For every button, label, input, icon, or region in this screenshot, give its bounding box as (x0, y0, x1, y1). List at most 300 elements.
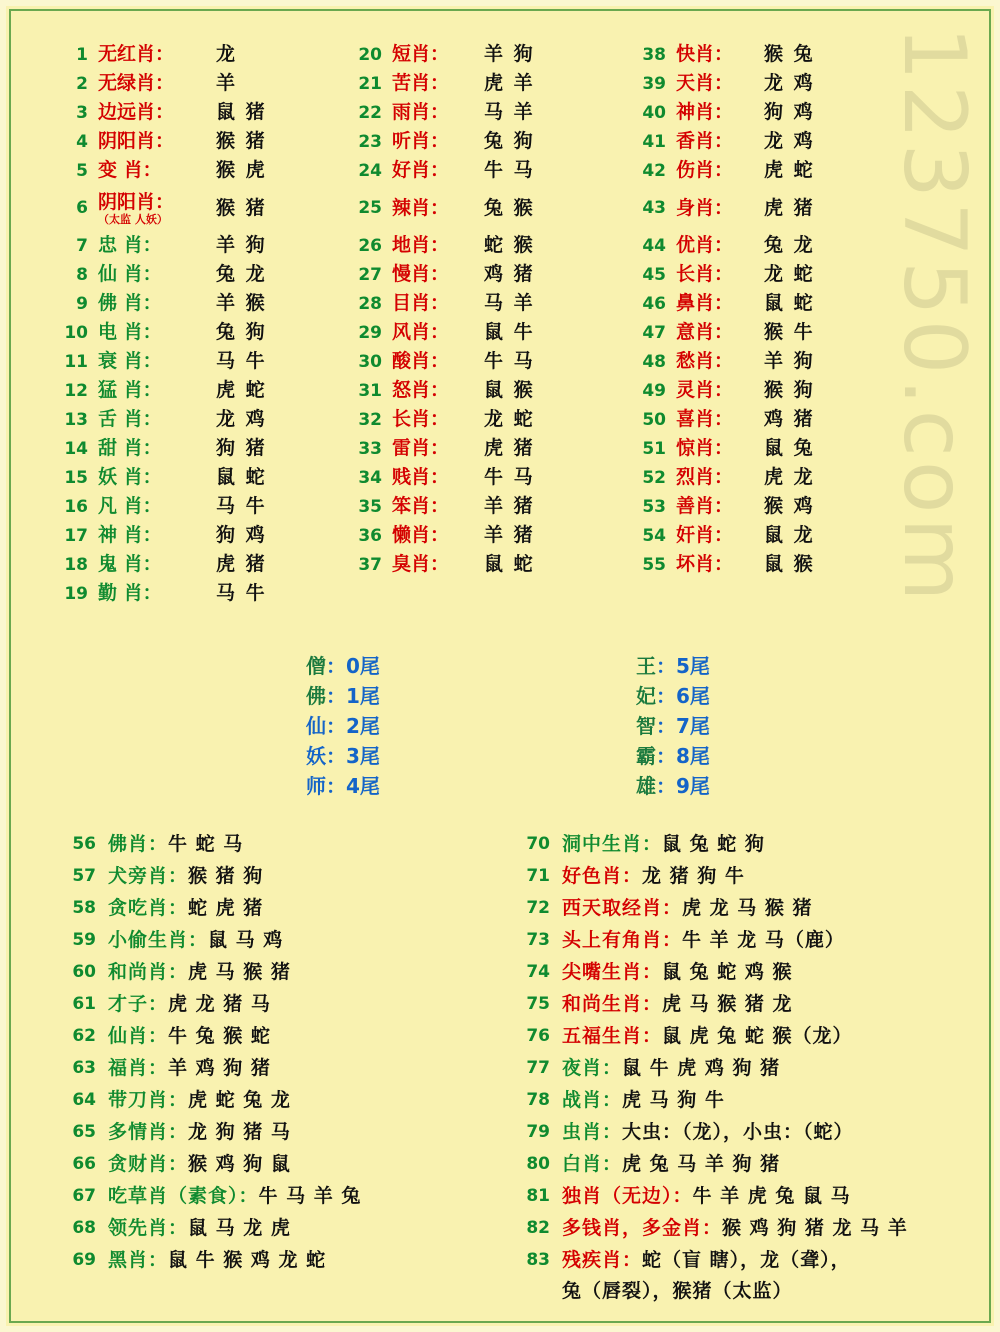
item-text (108, 1212, 291, 1244)
list-item (62, 988, 506, 1020)
item-label: 懒肖： (392, 524, 450, 546)
item-label: 香肖： (676, 130, 734, 152)
item-values: 虎 马 猴 猪 龙 (662, 993, 793, 1015)
item-values: 龙 蛇 (484, 408, 535, 430)
tail-number-table (6, 651, 1000, 801)
item-number: 2 (76, 74, 88, 94)
list-item (62, 1148, 506, 1180)
item-values: 羊 狗 (216, 234, 267, 256)
item-values: 马 羊 (484, 101, 535, 123)
item-values: 虎 猪 (216, 553, 267, 575)
list-item (62, 1116, 506, 1148)
item-label: 烈肖： (676, 466, 734, 488)
item-values: 鼠 牛 猴 鸡 龙 蛇 (168, 1249, 327, 1271)
item-values: 鼠 猴 (764, 553, 815, 575)
item-sublabel: （太监 人妖） (98, 212, 168, 226)
list-item (62, 1020, 506, 1052)
item-values: 鼠 蛇 (764, 292, 815, 314)
zodiac-group-table (6, 828, 1000, 1306)
item-number: 18 (64, 555, 88, 575)
item-values: 龙 蛇 (764, 263, 815, 285)
item-values: 马 羊 (484, 292, 535, 314)
tail-name: 霸 (636, 744, 656, 768)
tail-value: ：7尾 (656, 714, 710, 738)
item-number: 37 (358, 555, 382, 575)
item-label: 妖 肖： (98, 466, 162, 488)
list-item (636, 318, 966, 347)
item-values: 虎 猪 (764, 197, 815, 219)
list-item (58, 405, 346, 434)
item-number: 12 (64, 381, 88, 401)
item-values: 蛇 虎 猪 (188, 897, 264, 919)
item-label: 鼻肖： (676, 292, 734, 314)
item-values: 鼠 蛇 (216, 466, 267, 488)
item-values: 牛 马 羊 兔 (258, 1185, 362, 1207)
tail-value: ：4尾 (326, 774, 380, 798)
item-number: 52 (642, 468, 666, 488)
list-item (516, 1212, 1000, 1244)
item-number: 82 (526, 1218, 550, 1238)
item-values: 羊 猪 (484, 495, 535, 517)
item-values: 龙 鸡 (764, 72, 815, 94)
item-key: 洞中生肖： (562, 833, 663, 855)
item-values: 鼠 兔 蛇 鸡 猴 (662, 961, 793, 983)
item-label: 风肖： (392, 321, 450, 343)
item-number: 43 (642, 198, 666, 218)
item-number: 38 (642, 45, 666, 65)
item-key: 多钱肖，多金肖： (562, 1217, 723, 1239)
list-item (62, 892, 506, 924)
list-item (58, 318, 346, 347)
list-item (636, 376, 966, 405)
item-label: 怒肖： (392, 379, 450, 401)
list-item (58, 579, 346, 608)
item-values: 鸡 猪 (764, 408, 815, 430)
item-label: 慢肖： (392, 263, 450, 285)
item-values: 鼠 牛 虎 鸡 狗 猪 (622, 1057, 781, 1079)
list-item (636, 156, 966, 185)
list-item (352, 231, 636, 260)
item-number: 39 (642, 74, 666, 94)
list-item (352, 521, 636, 550)
tail-item (636, 741, 710, 771)
item-key: 贪吃肖： (108, 897, 189, 919)
item-number: 61 (72, 994, 96, 1014)
item-key: 佛肖： (108, 833, 169, 855)
item-number: 59 (72, 930, 96, 950)
item-number: 28 (358, 294, 382, 314)
item-values: 牛 马 (484, 350, 535, 372)
tail-name: 僧 (306, 654, 326, 678)
item-label: 善肖： (676, 495, 734, 517)
item-label: 无绿肖： (98, 72, 175, 94)
list-item (62, 1052, 506, 1084)
item-values: 虎 羊 (484, 72, 535, 94)
list-item (352, 318, 636, 347)
item-values: 虎 蛇 兔 龙 (188, 1089, 291, 1111)
item-values: 龙 鸡 (764, 130, 815, 152)
list-item (352, 376, 636, 405)
tail-name: 智 (636, 714, 656, 738)
item-text (108, 1244, 326, 1276)
item-label: 快肖： (676, 43, 734, 65)
item-label: 好肖： (392, 159, 450, 181)
item-text (108, 1052, 271, 1084)
list-item (516, 1020, 1000, 1052)
item-text (562, 1116, 854, 1148)
list-item (516, 1084, 1000, 1116)
list-item (516, 988, 1000, 1020)
bottom-column-right (506, 828, 1000, 1306)
list-item (352, 434, 636, 463)
item-number: 19 (64, 584, 88, 604)
tail-name: 妃 (636, 684, 656, 708)
item-number: 36 (358, 526, 382, 546)
item-values: 虎 兔 马 羊 狗 猪 (622, 1153, 781, 1175)
list-item (58, 550, 346, 579)
item-values: 兔 龙 (216, 263, 267, 285)
item-label: 忠 肖： (98, 234, 162, 256)
list-item (62, 1084, 506, 1116)
item-values: 猴 猪 (216, 130, 267, 152)
item-label: 勤 肖： (98, 582, 162, 604)
item-number: 47 (642, 323, 666, 343)
tail-item (636, 771, 710, 801)
item-number: 45 (642, 265, 666, 285)
item-number: 56 (72, 834, 96, 854)
item-values: 鼠 兔 (764, 437, 815, 459)
tail-value: ：2尾 (326, 714, 380, 738)
list-item (352, 289, 636, 318)
item-number: 74 (526, 962, 550, 982)
item-values: 兔 龙 (764, 234, 815, 256)
tail-value: ：0尾 (326, 654, 380, 678)
item-label: 神 肖： (98, 524, 162, 546)
tail-name: 仙 (306, 714, 326, 738)
list-item (58, 185, 346, 231)
item-label: 神肖： (676, 101, 734, 123)
item-label: 伤肖： (676, 159, 734, 181)
item-label: 仙 肖： (98, 263, 162, 285)
item-values: 鼠 蛇 (484, 553, 535, 575)
item-number: 25 (358, 198, 382, 218)
item-label: 臭肖： (392, 553, 450, 575)
item-number: 23 (358, 132, 382, 152)
list-item (62, 924, 506, 956)
item-key: 多情肖： (108, 1121, 189, 1143)
item-values: 狗 猪 (216, 437, 267, 459)
tail-value: ：9尾 (656, 774, 710, 798)
item-key: 带刀肖： (108, 1089, 189, 1111)
item-label: 苦肖： (392, 72, 450, 94)
list-item (62, 956, 506, 988)
list-item (636, 40, 966, 69)
item-text (562, 1020, 852, 1052)
list-item (516, 860, 1000, 892)
item-label: 愁肖： (676, 350, 734, 372)
item-label: 无红肖： (98, 43, 175, 65)
item-number: 21 (358, 74, 382, 94)
item-number: 5 (76, 161, 88, 181)
item-label: 地肖： (392, 234, 450, 256)
item-values: 猴 猪 狗 (188, 865, 264, 887)
item-text (562, 1244, 851, 1276)
item-number: 34 (358, 468, 382, 488)
item-values: 虎 蛇 (216, 379, 267, 401)
item-number: 8 (76, 265, 88, 285)
item-text (108, 924, 283, 956)
tail-name: 妖 (306, 744, 326, 768)
list-item (58, 521, 346, 550)
item-number: 31 (358, 381, 382, 401)
item-number: 3 (76, 103, 88, 123)
item-number: 44 (642, 236, 666, 256)
item-values: 猴 鸡 狗 鼠 (188, 1153, 291, 1175)
item-label: 喜肖： (676, 408, 734, 430)
list-item (636, 185, 966, 231)
item-values: 猴 牛 (764, 321, 815, 343)
list-item (58, 156, 346, 185)
item-values: 猴 兔 (764, 43, 815, 65)
list-item (636, 98, 966, 127)
item-text (562, 924, 845, 956)
item-number: 17 (64, 526, 88, 546)
item-number: 62 (72, 1026, 96, 1046)
item-text (562, 860, 745, 892)
item-number: 72 (526, 898, 550, 918)
tail-item (306, 771, 380, 801)
item-values: 猴 鸡 狗 猪 龙 马 羊 (722, 1217, 908, 1239)
list-item (58, 289, 346, 318)
list-item (636, 260, 966, 289)
item-key: 西天取经肖： (562, 897, 683, 919)
list-item (62, 1180, 506, 1212)
item-number: 15 (64, 468, 88, 488)
item-text (562, 1084, 725, 1116)
item-values: 马 牛 (216, 495, 267, 517)
tail-item (636, 651, 710, 681)
item-values: 虎 马 狗 牛 (622, 1089, 725, 1111)
item-number: 54 (642, 526, 666, 546)
item-label: 目肖： (392, 292, 450, 314)
item-key: 福肖： (108, 1057, 169, 1079)
item-values: 龙 (216, 43, 238, 65)
item-values: 蛇（盲 瞎），龙（聋）， (642, 1249, 851, 1271)
tail-item (636, 711, 710, 741)
zodiac-attribute-table (6, 40, 1000, 608)
item-values: 猴 鸡 (764, 495, 815, 517)
item-label: 辣肖： (392, 197, 450, 219)
item-key: 贪财肖： (108, 1153, 189, 1175)
item-number: 49 (642, 381, 666, 401)
item-number: 1 (76, 45, 88, 65)
list-item (516, 924, 1000, 956)
list-item (62, 860, 506, 892)
item-label: 身肖： (676, 197, 734, 219)
item-values: 虎 猪 (484, 437, 535, 459)
bottom-column-left (6, 828, 506, 1306)
item-label: 听肖： (392, 130, 450, 152)
item-text (562, 1052, 780, 1084)
item-number: 41 (642, 132, 666, 152)
tail-column-right (346, 651, 710, 801)
list-item (516, 828, 1000, 860)
item-values: 羊 (216, 72, 238, 94)
item-label: 惊肖： (676, 437, 734, 459)
list-item (636, 434, 966, 463)
tail-value: ：5尾 (656, 654, 710, 678)
tail-item (306, 711, 380, 741)
item-label: 天肖： (676, 72, 734, 94)
item-key: 尖嘴生肖： (562, 961, 663, 983)
tail-value: ：1尾 (326, 684, 380, 708)
list-item (516, 1244, 1000, 1276)
item-text (108, 956, 291, 988)
list-item (62, 1244, 506, 1276)
item-number: 10 (64, 323, 88, 343)
item-values: 猴 虎 (216, 159, 267, 181)
item-values-continued: 兔（唇裂），猴猪（太监） (562, 1280, 793, 1302)
item-number: 32 (358, 410, 382, 430)
item-number: 13 (64, 410, 88, 430)
item-label-group (98, 191, 216, 226)
item-values: 大虫：（龙），小虫：（蛇） (622, 1121, 854, 1143)
list-item (516, 956, 1000, 988)
item-label: 衰 肖： (98, 350, 162, 372)
item-key: 才子： (108, 993, 169, 1015)
item-number: 7 (76, 236, 88, 256)
item-text (108, 1084, 291, 1116)
item-number: 29 (358, 323, 382, 343)
item-values: 牛 马 (484, 466, 535, 488)
item-values: 羊 狗 (484, 43, 535, 65)
item-number: 51 (642, 439, 666, 459)
item-text (562, 1180, 851, 1212)
item-key: 黑肖： (108, 1249, 169, 1271)
item-values: 牛 兔 猴 蛇 (168, 1025, 271, 1047)
item-number: 14 (64, 439, 88, 459)
list-item (636, 405, 966, 434)
list-item (352, 156, 636, 185)
item-number: 48 (642, 352, 666, 372)
item-values: 羊 狗 (764, 350, 815, 372)
item-number: 11 (64, 352, 88, 372)
list-item (516, 1148, 1000, 1180)
item-label: 笨肖： (392, 495, 450, 517)
item-key: 白肖： (562, 1153, 623, 1175)
list-item (516, 1180, 1000, 1212)
item-values: 羊 猴 (216, 292, 267, 314)
list-item (352, 40, 636, 69)
item-key: 犬旁肖： (108, 865, 189, 887)
item-text (562, 828, 765, 860)
item-values: 龙 鸡 (216, 408, 267, 430)
item-number: 46 (642, 294, 666, 314)
item-number: 35 (358, 497, 382, 517)
item-number: 79 (526, 1122, 550, 1142)
list-item (636, 347, 966, 376)
list-item (352, 492, 636, 521)
item-text (108, 1180, 361, 1212)
item-text (108, 828, 243, 860)
item-number: 71 (526, 866, 550, 886)
item-number: 33 (358, 439, 382, 459)
item-values: 虎 龙 猪 马 (168, 993, 271, 1015)
tail-column-left (6, 651, 380, 801)
item-key: 和尚肖： (108, 961, 189, 983)
item-values: 马 牛 (216, 582, 267, 604)
item-label: 灵肖： (676, 379, 734, 401)
zodiac-column-1 (6, 40, 346, 608)
item-number: 57 (72, 866, 96, 886)
item-values: 鼠 牛 (484, 321, 535, 343)
list-item (352, 98, 636, 127)
item-number: 42 (642, 161, 666, 181)
item-text (108, 860, 263, 892)
item-key: 小偷生肖： (108, 929, 209, 951)
list-item (636, 69, 966, 98)
item-values: 牛 羊 虎 兔 鼠 马 (692, 1185, 851, 1207)
item-text (108, 988, 271, 1020)
item-number: 68 (72, 1218, 96, 1238)
list-item (352, 69, 636, 98)
item-number: 81 (526, 1186, 550, 1206)
item-key: 五福生肖： (562, 1025, 663, 1047)
item-key: 头上有角肖： (562, 929, 683, 951)
item-number: 83 (526, 1250, 550, 1270)
list-item (58, 376, 346, 405)
item-values: 猴 狗 (764, 379, 815, 401)
tail-value: ：3尾 (326, 744, 380, 768)
item-key: 夜肖： (562, 1057, 623, 1079)
list-item (516, 1116, 1000, 1148)
list-item (58, 434, 346, 463)
item-label: 短肖： (392, 43, 450, 65)
item-number: 60 (72, 962, 96, 982)
item-label: 奸肖： (676, 524, 734, 546)
list-item (352, 127, 636, 156)
list-item (58, 347, 346, 376)
item-number: 77 (526, 1058, 550, 1078)
list-item (636, 521, 966, 550)
list-item (352, 260, 636, 289)
tail-value: ：6尾 (656, 684, 710, 708)
item-label: 雨肖： (392, 101, 450, 123)
item-number: 30 (358, 352, 382, 372)
item-text (562, 1148, 780, 1180)
item-values: 鸡 猪 (484, 263, 535, 285)
item-label: 舌 肖： (98, 408, 162, 430)
list-item (352, 463, 636, 492)
item-values: 虎 蛇 (764, 159, 815, 181)
item-values: 龙 猪 狗 牛 (642, 865, 745, 887)
list-item (58, 69, 346, 98)
item-text (108, 892, 263, 924)
list-item (58, 40, 346, 69)
item-number: 58 (72, 898, 96, 918)
list-item (352, 550, 636, 579)
item-values: 鼠 马 鸡 (208, 929, 284, 951)
list-item (58, 260, 346, 289)
item-label: 长肖： (676, 263, 734, 285)
item-values: 兔 狗 (216, 321, 267, 343)
list-item (516, 1052, 1000, 1084)
item-number: 64 (72, 1090, 96, 1110)
item-key: 虫肖： (562, 1121, 623, 1143)
tail-item (306, 681, 380, 711)
item-number: 26 (358, 236, 382, 256)
item-label: 阴阳肖： (98, 130, 175, 152)
